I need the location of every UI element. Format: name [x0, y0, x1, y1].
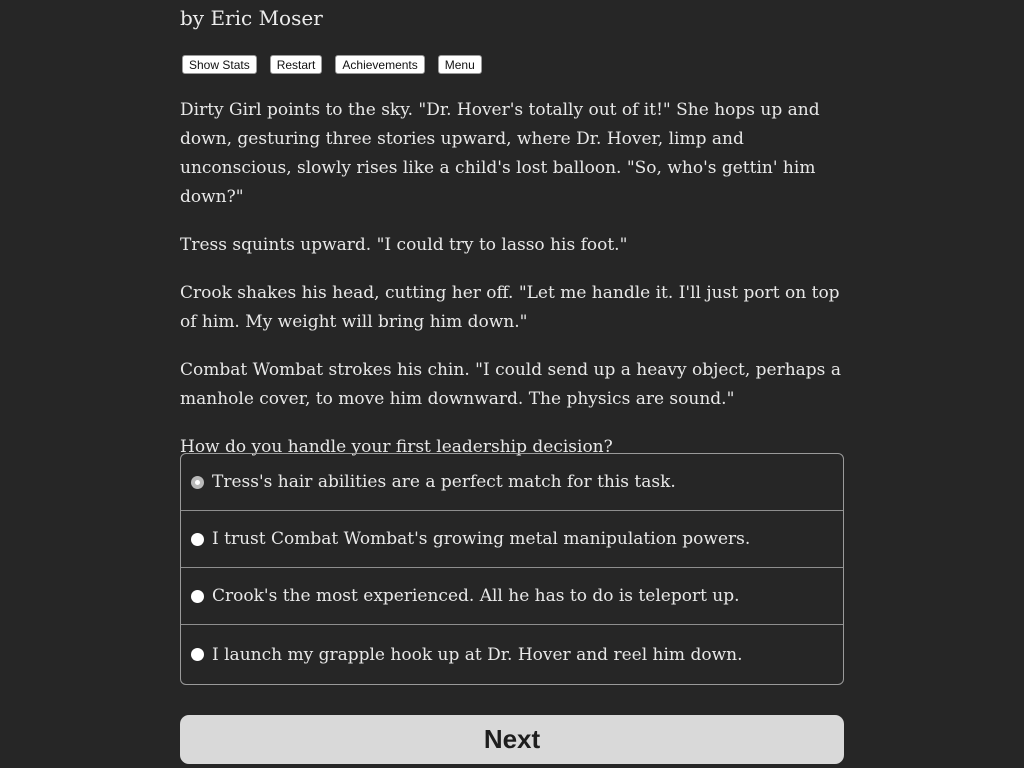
next-button[interactable]: Next: [180, 715, 844, 764]
choice-option-crook[interactable]: [181, 568, 843, 625]
story-paragraph: Dirty Girl points to the sky. "Dr. Hover's totally out of it!" She hops up and down, gesturing three stories upward, where Dr. Hover, limp and unconscious, slowly rises like a child's lost balloon. "So, who's gettin' him down?": [180, 100, 820, 207]
choice-option-tress[interactable]: [181, 454, 843, 511]
radio-button-selected[interactable]: [191, 476, 204, 489]
restart-button[interactable]: Restart: [270, 55, 323, 74]
game-toolbar: [182, 55, 482, 74]
show-stats-button[interactable]: Show Stats: [182, 55, 257, 74]
choice-label: I launch my grapple hook up at Dr. Hover and reel him down.: [212, 644, 743, 665]
story-text: [180, 96, 844, 481]
choice-label: Crook's the most experienced. All he has to do is teleport up.: [212, 586, 740, 606]
choice-label: I trust Combat Wombat's growing metal manipulation powers.: [212, 529, 751, 549]
choice-option-grapple-hook[interactable]: [181, 625, 843, 684]
radio-button[interactable]: [191, 648, 204, 661]
story-paragraph: Tress squints upward. "I could try to lasso his foot.": [180, 235, 628, 255]
story-paragraph: Crook shakes his head, cutting her off. "Let me handle it. I'll just port on top of him. My weight will bring him down.": [180, 283, 840, 332]
menu-button[interactable]: Menu: [438, 55, 482, 74]
author-byline: by Eric Moser: [180, 6, 323, 30]
radio-button[interactable]: [191, 590, 204, 603]
choice-option-combat-wombat[interactable]: [181, 511, 843, 568]
choice-list: [180, 453, 844, 685]
choice-label: Tress's hair abilities are a perfect match for this task.: [212, 472, 676, 492]
story-paragraph: Combat Wombat strokes his chin. "I could send up a heavy object, perhaps a manhole cover, to move him downward. The physics are sound.": [180, 360, 841, 409]
radio-button[interactable]: [191, 533, 204, 546]
achievements-button[interactable]: Achievements: [335, 55, 424, 74]
choice-prompt: How do you handle your first leadership decision?: [180, 437, 613, 457]
